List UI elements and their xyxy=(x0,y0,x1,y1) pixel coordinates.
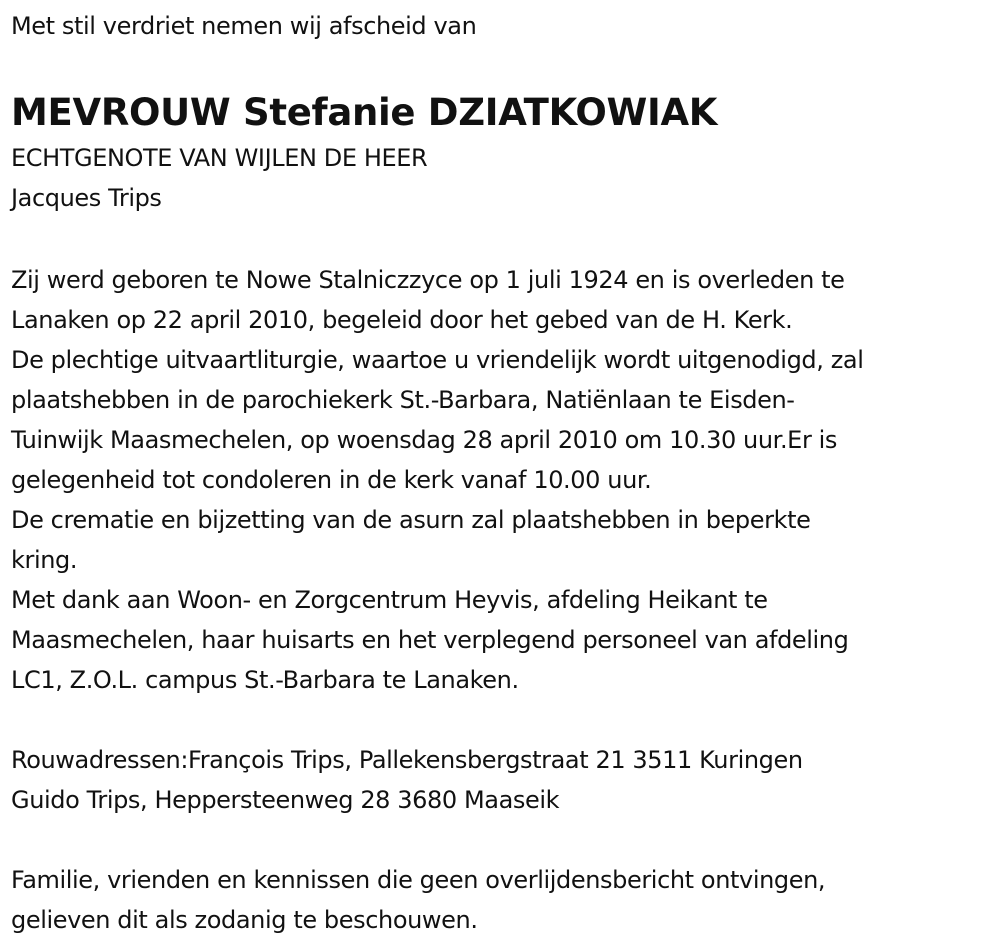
body-line: Met dank aan Woon- en Zorgcentrum Heyvis, afdeling Heikant te xyxy=(11,586,768,614)
body-line: Maasmechelen, haar huisarts en het verplegend personeel van afdeling xyxy=(11,626,849,654)
body-line: Tuinwijk Maasmechelen, op woensdag 28 april 2010 om 10.30 uur.Er is xyxy=(11,426,838,454)
body-paragraph xyxy=(11,260,996,700)
body-line: Lanaken op 22 april 2010, begeleid door het gebed van de H. Kerk. xyxy=(11,306,793,334)
spouse-name: Jacques Trips xyxy=(11,184,162,212)
closing-line: Familie, vrienden en kennissen die geen overlijdensbericht ontvingen, xyxy=(11,866,826,894)
paragraph-spacer xyxy=(11,820,996,860)
intro-line: Met stil verdriet nemen wij afscheid van xyxy=(11,12,477,40)
paragraph-spacer xyxy=(11,218,996,260)
closing-line: gelieven dit als zodanig te beschouwen. xyxy=(11,906,478,934)
address-line: Guido Trips, Heppersteenweg 28 3680 Maaseik xyxy=(11,786,560,814)
deceased-name: MEVROUW Stefanie DZIATKOWIAK xyxy=(11,91,718,134)
body-line: gelegenheid tot condoleren in de kerk vanaf 10.00 uur. xyxy=(11,466,652,494)
body-line: LC1, Z.O.L. campus St.-Barbara te Lanaken. xyxy=(11,666,519,694)
body-line: Zij werd geboren te Nowe Stalniczzyce op 1 juli 1924 en is overleden te xyxy=(11,266,845,294)
body-line: plaatshebben in de parochiekerk St.-Barbara, Natiënlaan te Eisden- xyxy=(11,386,795,414)
address-line: Rouwadressen:François Trips, Pallekensbergstraat 21 3511 Kuringen xyxy=(11,746,803,774)
obituary-notice xyxy=(11,8,996,940)
body-line: De plechtige uitvaartliturgie, waartoe u vriendelijk wordt uitgenodigd, zal xyxy=(11,346,864,374)
spouse-title: ECHTGENOTE VAN WIJLEN DE HEER xyxy=(11,144,428,172)
closing-paragraph xyxy=(11,860,996,940)
body-line: kring. xyxy=(11,546,78,574)
paragraph-spacer xyxy=(11,700,996,740)
body-line: De crematie en bijzetting van de asurn zal plaatshebben in beperkte xyxy=(11,506,811,534)
mourning-addresses xyxy=(11,740,996,820)
